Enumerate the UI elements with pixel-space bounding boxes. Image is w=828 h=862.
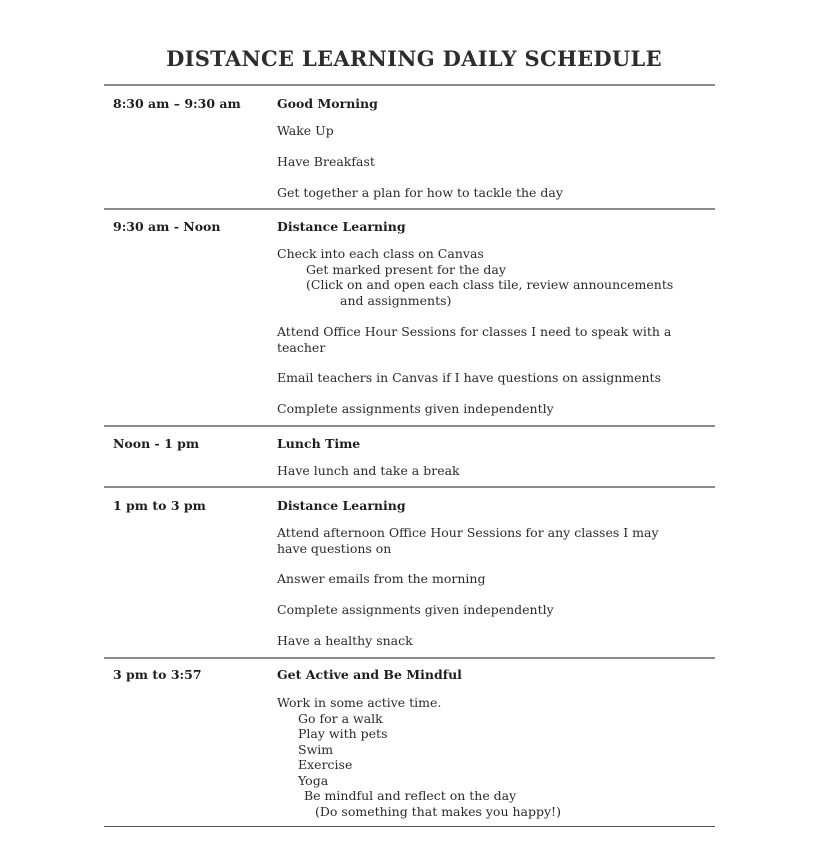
- schedule-item: Complete assignments given independently: [277, 602, 554, 617]
- section-divider: [104, 657, 715, 659]
- block-heading: Good Morning: [277, 96, 378, 111]
- schedule-item: Attend afternoon Office Hour Sessions for any classes I may have questions on: [277, 525, 659, 556]
- section-divider: [104, 425, 715, 427]
- time-slot: 3 pm to 3:57: [113, 667, 202, 682]
- block-heading: Get Active and Be Mindful: [277, 667, 462, 682]
- page-title: DISTANCE LEARNING DAILY SCHEDULE: [166, 46, 662, 71]
- schedule-item: Answer emails from the morning: [277, 571, 486, 586]
- schedule-item: Work in some active time. Go for a walk Play with pets Swim Exercise Yoga Be mindful and reflect on the day (Do something that makes you happy!): [277, 695, 561, 819]
- schedule-item: Have lunch and take a break: [277, 463, 460, 478]
- schedule-item: Email teachers in Canvas if I have questions on assignments: [277, 370, 661, 385]
- time-slot: 8:30 am – 9:30 am: [113, 96, 241, 111]
- block-heading: Distance Learning: [277, 219, 406, 234]
- block-heading: Distance Learning: [277, 498, 406, 513]
- schedule-item: Complete assignments given independently: [277, 401, 554, 416]
- block-heading: Lunch Time: [277, 436, 361, 451]
- bottom-divider: [104, 826, 715, 827]
- schedule-item: Get together a plan for how to tackle the day: [277, 185, 563, 200]
- time-slot: Noon - 1 pm: [113, 436, 200, 451]
- section-divider: [104, 486, 715, 488]
- schedule-item: Attend Office Hour Sessions for classes I need to speak with a teacher: [277, 324, 672, 355]
- time-slot: 9:30 am - Noon: [113, 219, 221, 234]
- schedule-item: Have Breakfast: [277, 154, 375, 169]
- time-slot: 1 pm to 3 pm: [113, 498, 206, 513]
- schedule-item: Have a healthy snack: [277, 633, 413, 648]
- schedule-item: Check into each class on Canvas Get marked present for the day (Click on and open each class tile, review announcements and assignments): [277, 246, 674, 308]
- top-divider: [104, 84, 715, 86]
- schedule-item: Wake Up: [277, 123, 334, 138]
- section-divider: [104, 208, 715, 210]
